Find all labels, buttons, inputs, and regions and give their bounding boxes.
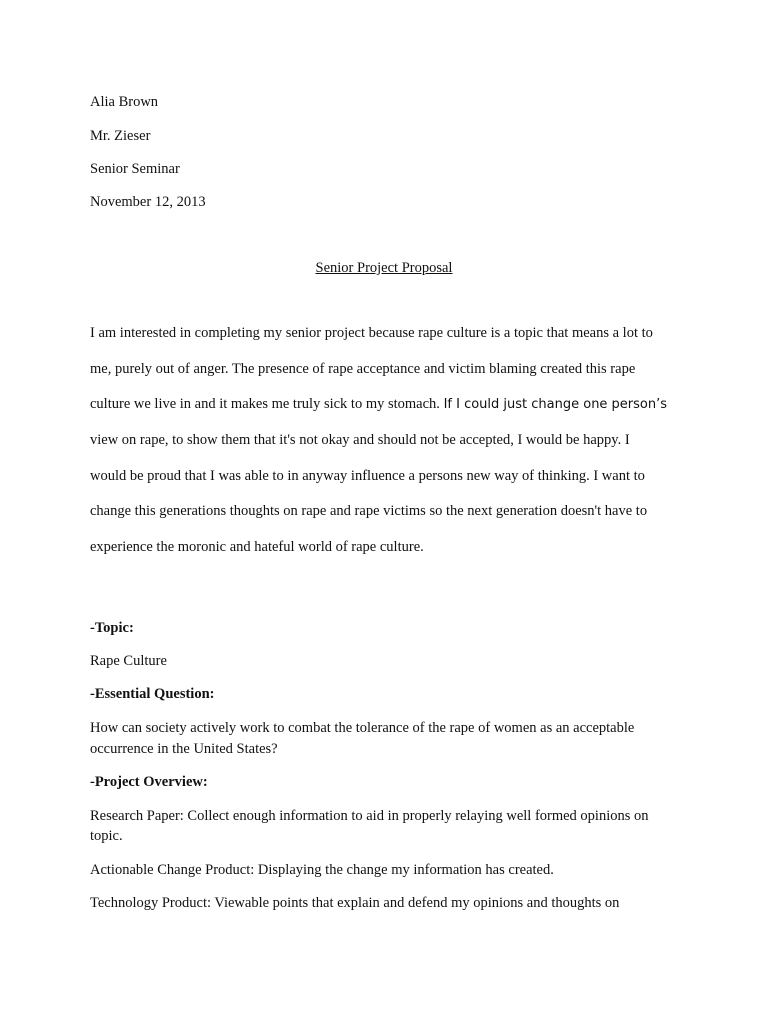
overview-line: Research Paper: Collect enough information to aid in properly relaying well formed opinions on xyxy=(90,808,649,824)
intro-line: view on rape, to show them that it's not okay and should not be accepted, I would be happy. I xyxy=(90,432,630,448)
document-date: November 12, 2013 xyxy=(90,194,206,210)
topic-heading: -Topic: xyxy=(90,620,134,636)
project-overview-heading: -Project Overview: xyxy=(90,774,208,790)
overview-line: Technology Product: Viewable points that explain and defend my opinions and thoughts on xyxy=(90,895,620,911)
intro-line-sans-fragment: If I could just change one person’s xyxy=(443,397,668,412)
teacher-name: Mr. Zieser xyxy=(90,128,151,144)
essential-question-line: occurrence in the United States? xyxy=(90,741,278,757)
intro-line: I am interested in completing my senior project because rape culture is a topic that means a lot to xyxy=(90,325,653,341)
essential-question-heading: -Essential Question: xyxy=(90,686,215,702)
intro-line-text: culture we live in and it makes me truly sick to my stomach. xyxy=(90,396,440,412)
essential-question-line: How can society actively work to combat the tolerance of the rape of women as an acceptable xyxy=(90,720,635,736)
intro-line: me, purely out of anger. The presence of rape acceptance and victim blaming created this rape xyxy=(90,361,636,377)
overview-line: topic. xyxy=(90,828,123,844)
intro-line: change this generations thoughts on rape and rape victims so the next generation doesn't have to xyxy=(90,503,648,519)
intro-line xyxy=(90,395,667,414)
author-name: Alia Brown xyxy=(90,94,159,110)
overview-line: Actionable Change Product: Displaying the change my information has created. xyxy=(90,862,554,878)
document-title: Senior Project Proposal xyxy=(315,260,453,276)
topic-value: Rape Culture xyxy=(90,653,167,669)
intro-line: experience the moronic and hateful world of rape culture. xyxy=(90,539,424,555)
document-title-container xyxy=(0,259,768,277)
intro-line: would be proud that I was able to in anyway influence a persons new way of thinking. I want to xyxy=(90,468,645,484)
course-name: Senior Seminar xyxy=(90,161,180,177)
